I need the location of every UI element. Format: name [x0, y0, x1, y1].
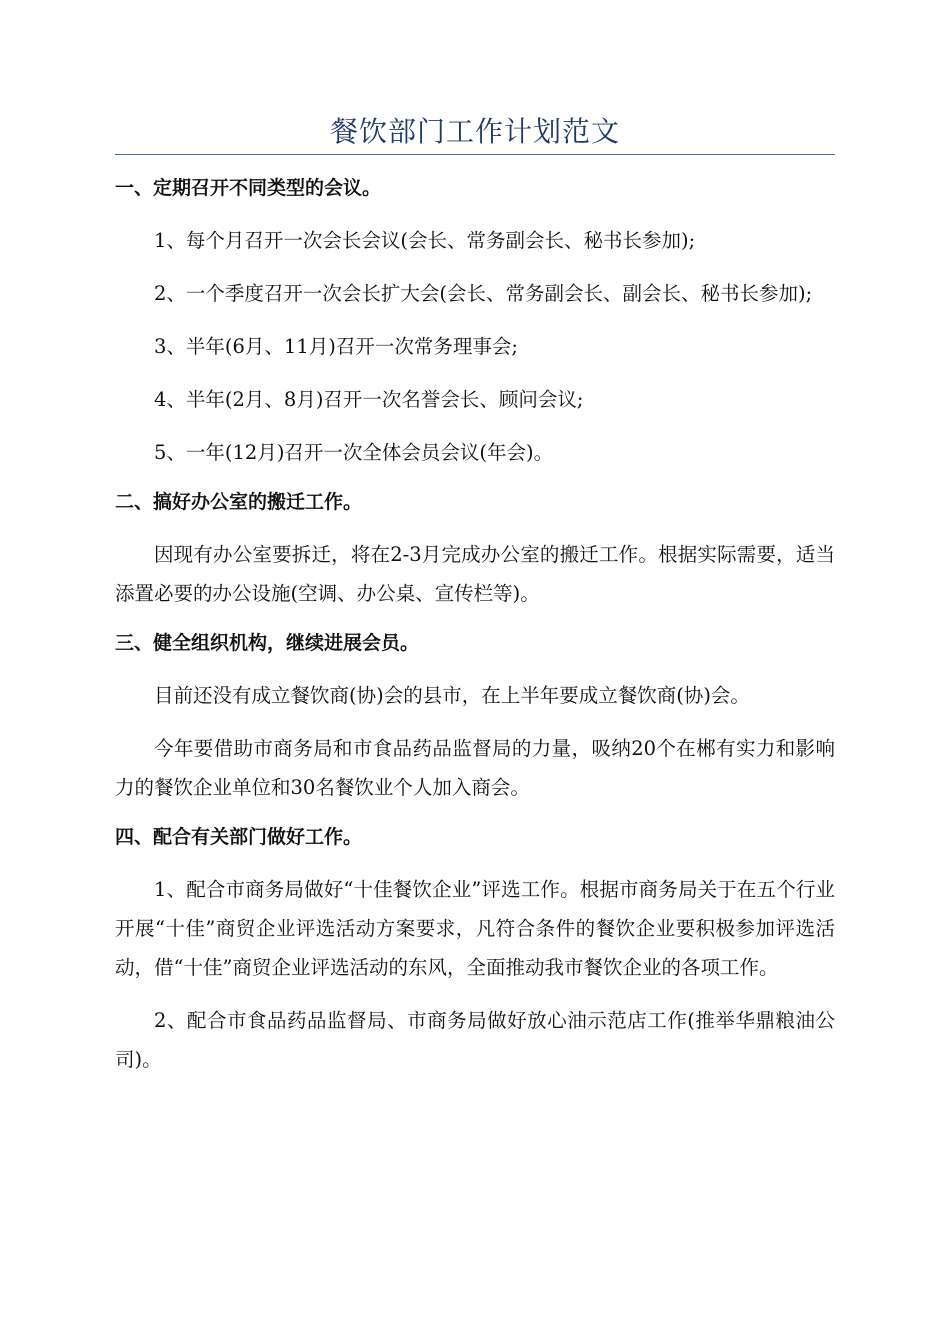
document-title: 餐饮部门工作计划范文	[329, 115, 620, 148]
section-office-relocation	[115, 486, 835, 613]
section-meetings	[115, 172, 835, 472]
document-body	[115, 172, 835, 1093]
paragraph: 5、一年(12月)召开一次全体会员会议(年会)。	[154, 441, 554, 464]
section-heading: 二、搞好办公室的搬迁工作。	[115, 491, 363, 513]
section-heading: 四、配合有关部门做好工作。	[115, 826, 363, 848]
paragraph: 2、配合市食品药品监督局、市商务局做好放心油示范店工作(推举华鼎粮油公司)。	[115, 1009, 835, 1071]
paragraph: 3、半年(6月、11月)召开一次常务理事会;	[154, 335, 518, 358]
section-cooperation	[115, 821, 835, 1079]
paragraph: 目前还没有成立餐饮商(协)会的县市，在上半年要成立餐饮商(协)会。	[154, 684, 750, 707]
section-heading: 一、定期召开不同类型的会议。	[115, 177, 382, 199]
paragraph: 2、一个季度召开一次会长扩大会(会长、常务副会长、副会长、秘书长参加);	[154, 282, 813, 305]
paragraph: 1、每个月召开一次会长会议(会长、常务副会长、秘书长参加);	[154, 229, 696, 252]
section-heading: 三、健全组织机构，继续进展会员。	[115, 632, 420, 654]
paragraph: 4、半年(2月、8月)召开一次名誉会长、顾问会议;	[154, 388, 584, 411]
section-organization	[115, 627, 835, 807]
paragraph: 因现有办公室要拆迁，将在2-3月完成办公室的搬迁工作。根据实际需要，适当添置必要的办公设施(空调、办公桌、宣传栏等)。	[115, 543, 835, 605]
title-underline	[115, 154, 835, 155]
paragraph: 今年要借助市商务局和市食品药品监督局的力量，吸纳20个在郴有实力和影响力的餐饮企业单位和30名餐饮业个人加入商会。	[115, 737, 835, 799]
paragraph: 1、配合市商务局做好“十佳餐饮企业”评选工作。根据市商务局关于在五个行业开展“十佳”商贸企业评选活动方案要求，凡符合条件的餐饮企业要积极参加评选活动，借“十佳”商贸企业评选活动的东风，全面推动我市餐饮企业的各项工作。	[115, 878, 835, 979]
